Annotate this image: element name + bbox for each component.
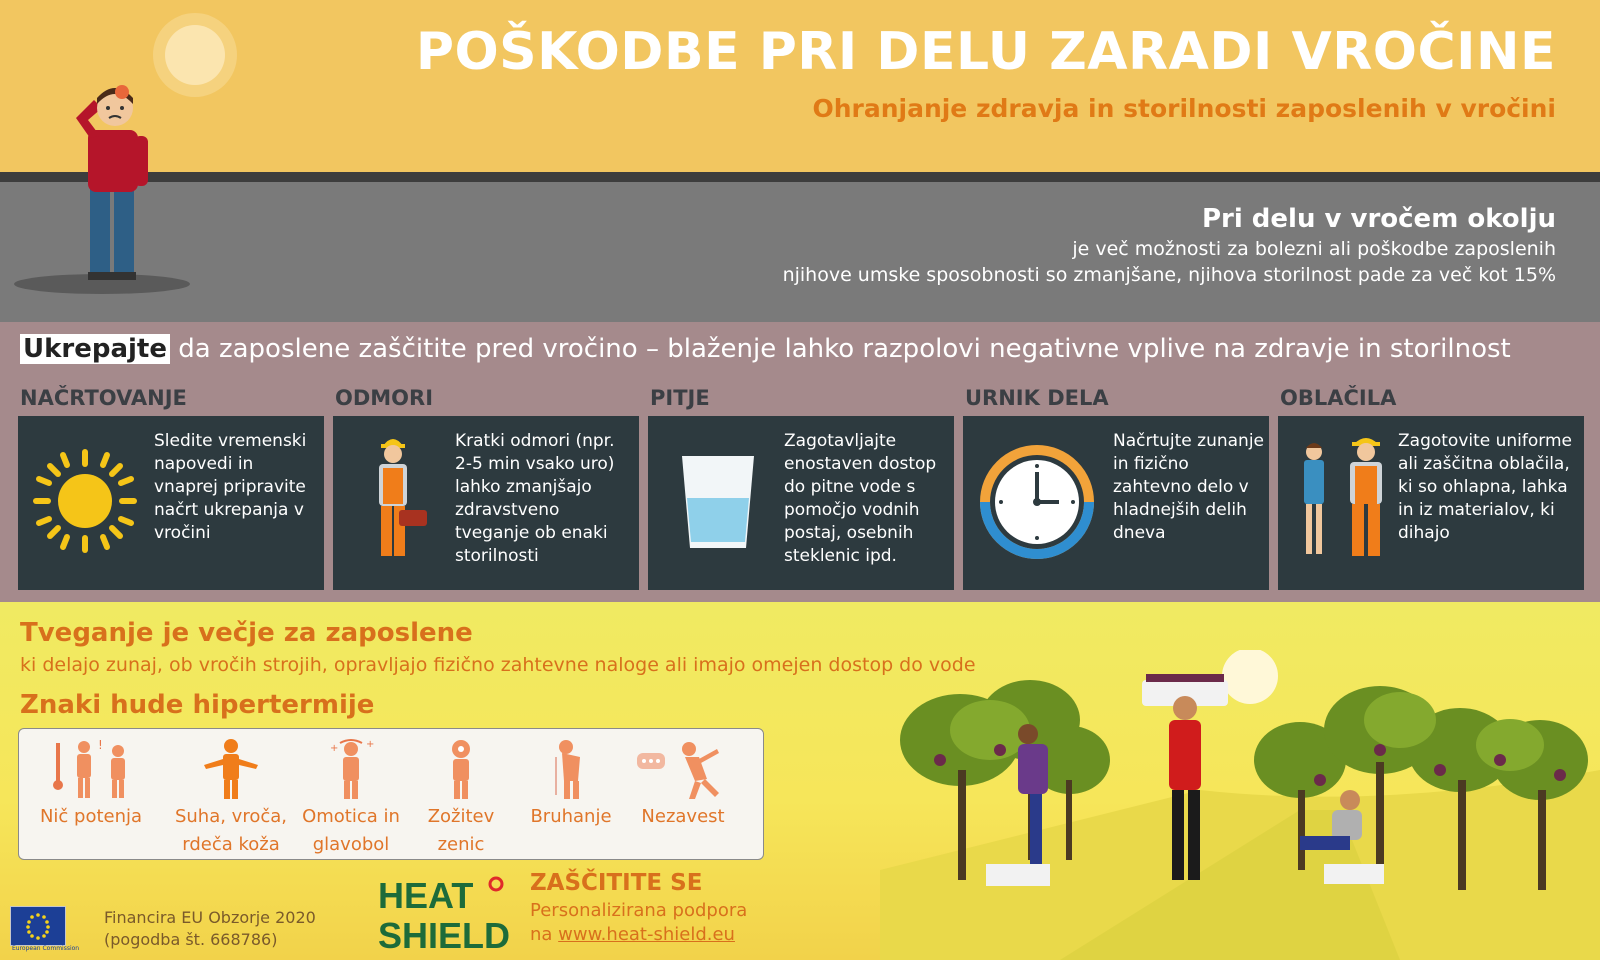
- page-subtitle: Ohranjanje zdravja in storilnosti zaposlenih v vročini: [812, 94, 1556, 123]
- measure-card-drinking: [648, 416, 954, 590]
- risk-heading: Tveganje je večje za zaposlene: [20, 618, 473, 648]
- eu-caption: European Commission: [12, 945, 80, 952]
- no-sweating-icon: [46, 737, 136, 801]
- measure-text-planning: Sledite vremenski napovedi in vnaprej pripravite načrt ukrepanja v vročini: [154, 431, 307, 543]
- funding-contract: (pogodba št. 668786): [104, 930, 278, 949]
- measure-text-breaks: Kratki odmori (npr. 2-5 min vsako uro) lahko zmanjšajo zdravstveno tveganje ob enaki storilnosti: [455, 431, 615, 566]
- clock-icon: [977, 442, 1097, 562]
- page-title: POŠKODBE PRI DELU ZARADI VROČINE: [415, 22, 1556, 82]
- vomiting-icon: [526, 737, 616, 801]
- sign-label: glavobol: [312, 834, 390, 855]
- uniforms-icon: [1292, 428, 1402, 568]
- measure-card-schedule: [963, 416, 1269, 590]
- measure-title-breaks: ODMORI: [335, 386, 434, 410]
- fainting-icon: [633, 737, 733, 801]
- measure-title-planning: NAČRTOVANJE: [20, 386, 187, 410]
- eu-flag-icon: [10, 906, 66, 946]
- measure-title-drinking: PITJE: [650, 386, 710, 410]
- sign-label: Zožitev: [427, 806, 495, 827]
- dizziness-icon: [306, 737, 396, 801]
- signs-heading: Znaki hude hipertermije: [20, 690, 375, 720]
- protect-heading: ZAŠČITITE SE: [530, 870, 703, 896]
- sign-label: rdeča koža: [182, 834, 280, 855]
- svg-text:!: !: [98, 738, 103, 752]
- funding-text: Financira EU Obzorje 2020: [104, 908, 316, 927]
- vineyard-illustration: [880, 650, 1600, 960]
- sign-vomiting: [509, 729, 633, 833]
- measure-card-breaks: [333, 416, 639, 590]
- sun-icon: [30, 446, 140, 556]
- protect-text: Personalizirana podpora: [530, 900, 748, 921]
- svg-text:+: +: [330, 743, 339, 754]
- measure-text-schedule: Načrtujte zunanje in fizično zahtevno delo v hladnejših delih dneva: [1113, 431, 1265, 543]
- sign-label: Suha, vroča,: [174, 806, 288, 827]
- sign-label: zenic: [437, 834, 485, 855]
- hot-environment-line: njihove umske sposobnosti so zmanjšane, njihova storilnost pade za več kot 15%: [782, 264, 1556, 286]
- heat-shield-logo: [374, 872, 514, 952]
- measures-lead-text: da zaposlene zaščitite pred vročino – blaženje lahko razpolovi negativne vplive na zdravje in storilnost: [170, 334, 1511, 364]
- sign-unconsciousness: [621, 729, 745, 833]
- measure-title-schedule: URNIK DELA: [965, 386, 1109, 410]
- svg-text:+: +: [366, 739, 375, 750]
- sign-no-sweating: [29, 729, 153, 833]
- measure-title-clothing: OBLAČILA: [1280, 386, 1397, 410]
- sign-label: Nič potenja: [39, 806, 143, 827]
- hot-skin-icon: [186, 737, 276, 801]
- eu-stars-icon: [11, 907, 65, 945]
- sign-label: Bruhanje: [530, 806, 612, 827]
- measure-text-drinking: Zagotavljajte enostaven dostop do pitne vode s pomočjo vodnih postaj, osebnih steklenic ipd.: [784, 431, 937, 566]
- signs-box: [18, 728, 764, 860]
- water-glass-icon: [678, 452, 758, 552]
- measure-card-planning: [18, 416, 324, 590]
- logo-line2: SHIELD: [378, 915, 511, 952]
- worker-resting-icon: [363, 428, 433, 568]
- website-link[interactable]: www.heat-shield.eu: [558, 924, 735, 945]
- sign-label: Omotica in: [302, 806, 400, 827]
- sign-pupils: [399, 729, 523, 857]
- sign-hot-skin: [169, 729, 293, 857]
- logo-line1: HEAT: [378, 875, 474, 916]
- measure-text-clothing: Zagotovite uniforme ali zaščitna oblačila, ki so ohlapna, lahka in iz materialov, ki dihajo: [1398, 431, 1573, 543]
- road-edge: [0, 172, 1600, 182]
- risk-text: ki delajo zunaj, ob vročih strojih, opravljajo fizično zahtevne naloge ali imajo omejen dostop do vode: [20, 654, 976, 676]
- overheated-worker-illustration: [10, 78, 200, 300]
- hot-environment-heading: Pri delu v vročem okolju: [1201, 204, 1556, 234]
- measures-lead: [20, 334, 1511, 364]
- measures-highlight: Ukrepajte: [20, 334, 170, 364]
- protect-prefix: na: [530, 924, 559, 945]
- protect-link-line: [530, 924, 735, 945]
- sign-dizziness: [289, 729, 413, 857]
- sign-label: Nezavest: [641, 806, 725, 827]
- pupil-icon: [416, 737, 506, 801]
- measure-card-clothing: [1278, 416, 1584, 590]
- hot-environment-line: je več možnosti za bolezni ali poškodbe zaposlenih: [1072, 238, 1556, 260]
